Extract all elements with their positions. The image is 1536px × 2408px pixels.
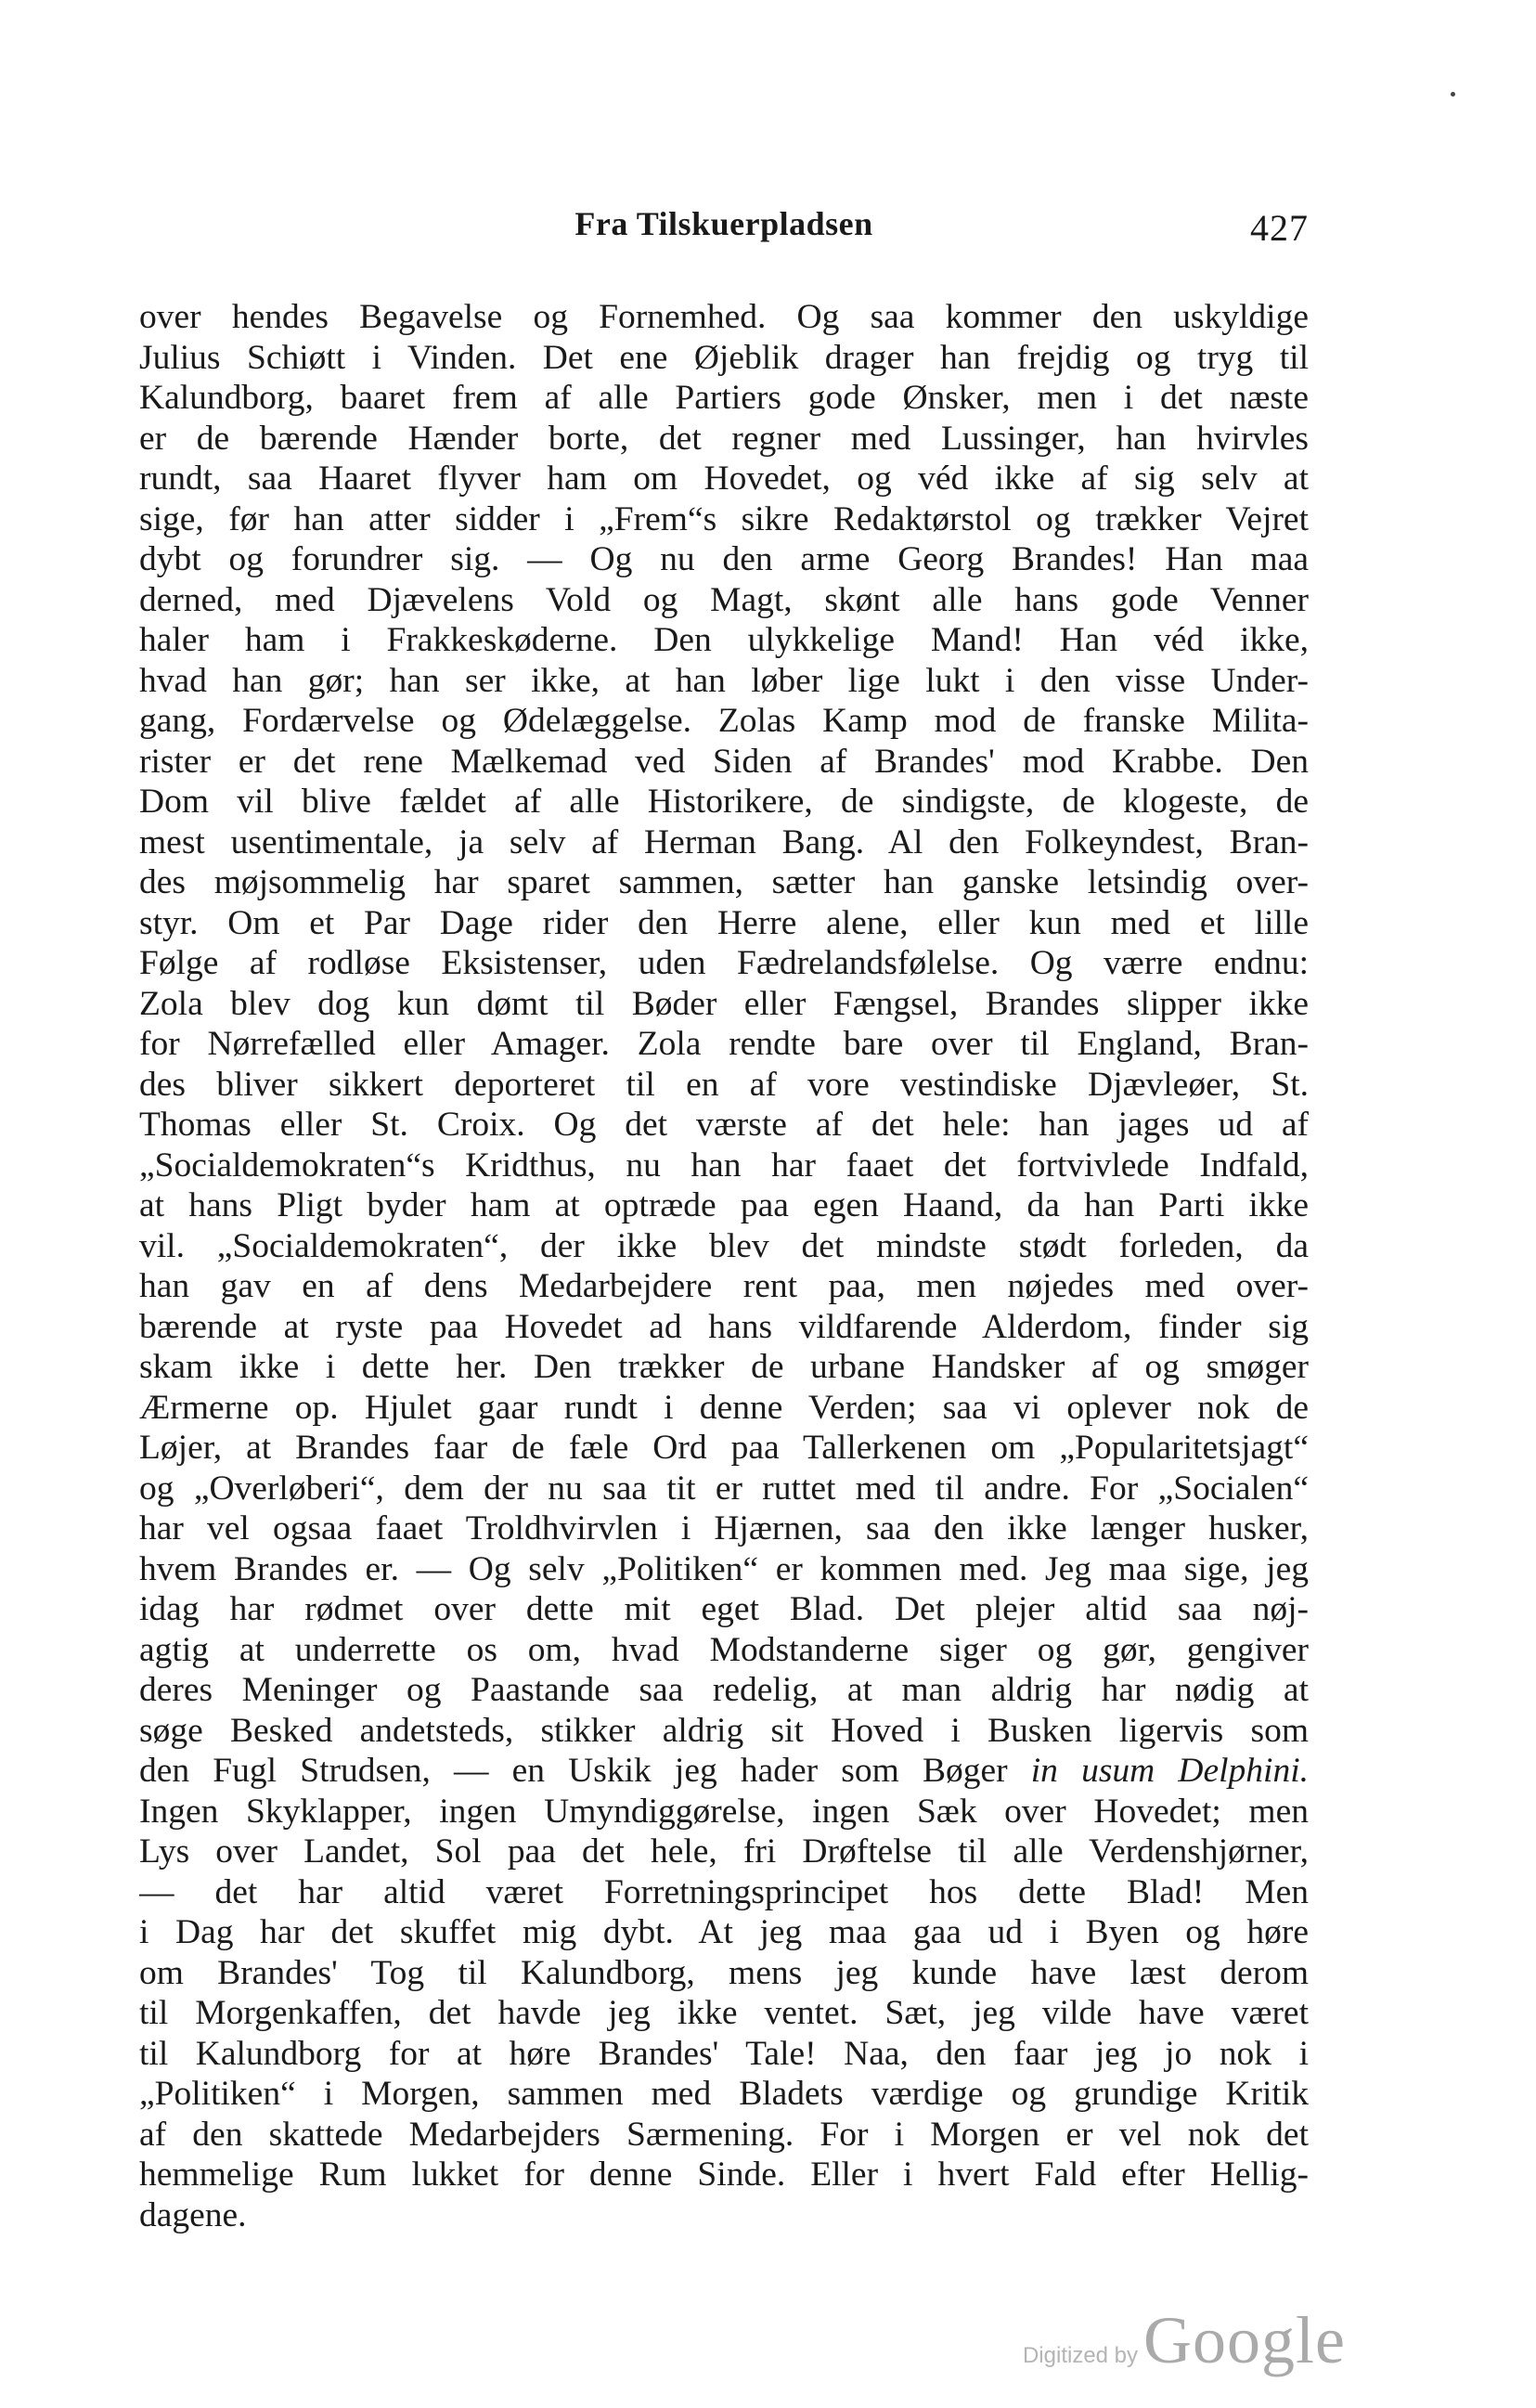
- text-line: har vel ogsaa faaet Troldhvirvlen i Hjærnen, saa den ikke længer husker,: [139, 1509, 1309, 1547]
- text-line: hvem Brandes er. — Og selv „Politiken“ er kommen med. Jeg maa sige, jeg: [139, 1549, 1309, 1588]
- text-line: Thomas eller St. Croix. Og det værste af det hele: han jages ud af: [139, 1106, 1309, 1144]
- text-line: Zola blev dog kun dømt til Bøder eller Fængsel, Brandes slipper ikke: [139, 984, 1309, 1023]
- text-line: i Dag har det skuffet mig dybt. At jeg maa gaa ud i Byen og høre: [139, 1913, 1309, 1951]
- text-line-roman-part: den Fugl Strudsen, — en Uskik jeg hader som Bøger: [139, 1752, 1008, 1790]
- text-line: — det har altid været Forretningsprincipet hos dette Blad! Men: [139, 1872, 1309, 1911]
- text-line: at hans Pligt byder ham at optræde paa egen Haand, da han Parti ikke: [139, 1186, 1309, 1224]
- text-line-final: dagene.: [139, 2195, 247, 2234]
- stray-ink-dot: [1451, 92, 1455, 97]
- text-line: sige, før han atter sidder i „Frem“s sikre Redaktørstol og trækker Vejret: [139, 499, 1309, 538]
- text-line: Dom vil blive fældet af alle Historikere, de sindigste, de klogeste, de: [139, 783, 1309, 821]
- text-line: idag har rødmet over dette mit eget Blad. Det plejer altid saa nøj-: [139, 1590, 1309, 1628]
- text-line: Julius Schiøtt i Vinden. Det ene Øjeblik drager han frejdig og tryg til: [139, 338, 1309, 377]
- text-line: søge Besked andetsteds, stikker aldrig sit Hoved i Busken ligervis som: [139, 1711, 1309, 1750]
- text-line: Kalundborg, baaret frem af alle Partiers gode Ønsker, men i det næste: [139, 379, 1309, 417]
- text-line: skam ikke i dette her. Den trækker de urbane Handsker af og smøger: [139, 1348, 1309, 1386]
- text-line: des møjsommelig har sparet sammen, sætter han ganske letsindig over-: [139, 863, 1309, 901]
- text-line: og „Overløberi“, dem der nu saa tit er ruttet med til andre. For „Socialen“: [139, 1469, 1309, 1508]
- text-line: bærende at ryste paa Hovedet ad hans vildfarende Alderdom, finder sig: [139, 1307, 1309, 1346]
- text-line: Ingen Skyklapper, ingen Umyndiggørelse, ingen Sæk over Hovedet; men: [139, 1792, 1309, 1831]
- text-line: „Politiken“ i Morgen, sammen med Bladets værdige og grundige Kritik: [139, 2075, 1309, 2113]
- text-line: dybt og forundrer sig. — Og nu den arme Georg Brandes! Han maa: [139, 540, 1309, 578]
- text-line-with-italic: [139, 1751, 1309, 1792]
- text-line: rister er det rene Mælkemad ved Siden af Brandes' mod Krabbe. Den: [139, 742, 1309, 781]
- italic-phrase: in usum Delphini.: [1030, 1752, 1309, 1790]
- text-line: vil. „Socialdemokraten“, der ikke blev det mindste stødt forleden, da: [139, 1226, 1309, 1265]
- body-text: [139, 297, 1309, 2235]
- text-line: over hendes Begavelse og Fornemhed. Og saa kommer den uskyldige: [139, 298, 1309, 336]
- google-logo: Google: [1143, 2303, 1346, 2377]
- text-line: deres Meninger og Paastande saa redelig, at man aldrig har nødig at: [139, 1671, 1309, 1709]
- text-line: han gav en af dens Medarbejdere rent paa, men nøjedes med over-: [139, 1267, 1309, 1305]
- text-line: af den skattede Medarbejders Særmening. For i Morgen er vel nok det: [139, 2115, 1309, 2154]
- running-head: [139, 204, 1309, 251]
- text-line: for Nørrefælled eller Amager. Zola rendte bare over til England, Bran-: [139, 1025, 1309, 1063]
- text-line: er de bærende Hænder borte, det regner med Lussinger, han hvirvles: [139, 419, 1309, 458]
- text-line: agtig at underrette os om, hvad Modstanderne siger og gør, gengiver: [139, 1630, 1309, 1669]
- text-line: til Kalundborg for at høre Brandes' Tale! Naa, den faar jeg jo nok i: [139, 2034, 1309, 2073]
- google-watermark: [1023, 2302, 1346, 2379]
- text-line: derned, med Djævelens Vold og Magt, skønt alle hans gode Venner: [139, 580, 1309, 619]
- running-title: Fra Tilskuerpladsen: [574, 205, 873, 242]
- text-line: mest usentimentale, ja selv af Herman Bang. Al den Folkeyndest, Bran-: [139, 822, 1309, 861]
- text-line: hvad han gør; han ser ikke, at han løber lige lukt i den visse Under-: [139, 661, 1309, 700]
- text-line: Ærmerne op. Hjulet gaar rundt i denne Verden; saa vi oplever nok de: [139, 1388, 1309, 1427]
- text-line: des bliver sikkert deporteret til en af vore vestindiske Djævleøer, St.: [139, 1065, 1309, 1104]
- text-line: om Brandes' Tog til Kalundborg, mens jeg kunde have læst derom: [139, 1953, 1309, 1992]
- text-line: gang, Fordærvelse og Ødelæggelse. Zolas Kamp mod de franske Milita-: [139, 702, 1309, 740]
- text-line: Følge af rodløse Eksistenser, uden Fædrelandsfølelse. Og værre endnu:: [139, 944, 1309, 982]
- watermark-prefix: Digitized by: [1022, 2343, 1139, 2368]
- text-line: hemmelige Rum lukket for denne Sinde. Eller i hvert Fald efter Hellig-: [139, 2156, 1309, 2194]
- page-number: 427: [1250, 207, 1309, 249]
- text-line: Løjer, at Brandes faar de fæle Ord paa Tallerkenen om „Popularitetsjagt“: [139, 1429, 1309, 1467]
- text-line: styr. Om et Par Dage rider den Herre alene, eller kun med et lille: [139, 903, 1309, 942]
- text-line: rundt, saa Haaret flyver ham om Hovedet, og véd ikke af sig selv at: [139, 460, 1309, 498]
- text-line: Lys over Landet, Sol paa det hele, fri Drøftelse til alle Verdenshjørner,: [139, 1832, 1309, 1871]
- text-line: haler ham i Frakkeskøderne. Den ulykkelige Mand! Han véd ikke,: [139, 621, 1309, 659]
- text-line: til Morgenkaffen, det havde jeg ikke ventet. Sæt, jeg vilde have været: [139, 1994, 1309, 2032]
- text-line: „Socialdemokraten“s Kridthus, nu han har faaet det fortvivlede Indfald,: [139, 1146, 1309, 1185]
